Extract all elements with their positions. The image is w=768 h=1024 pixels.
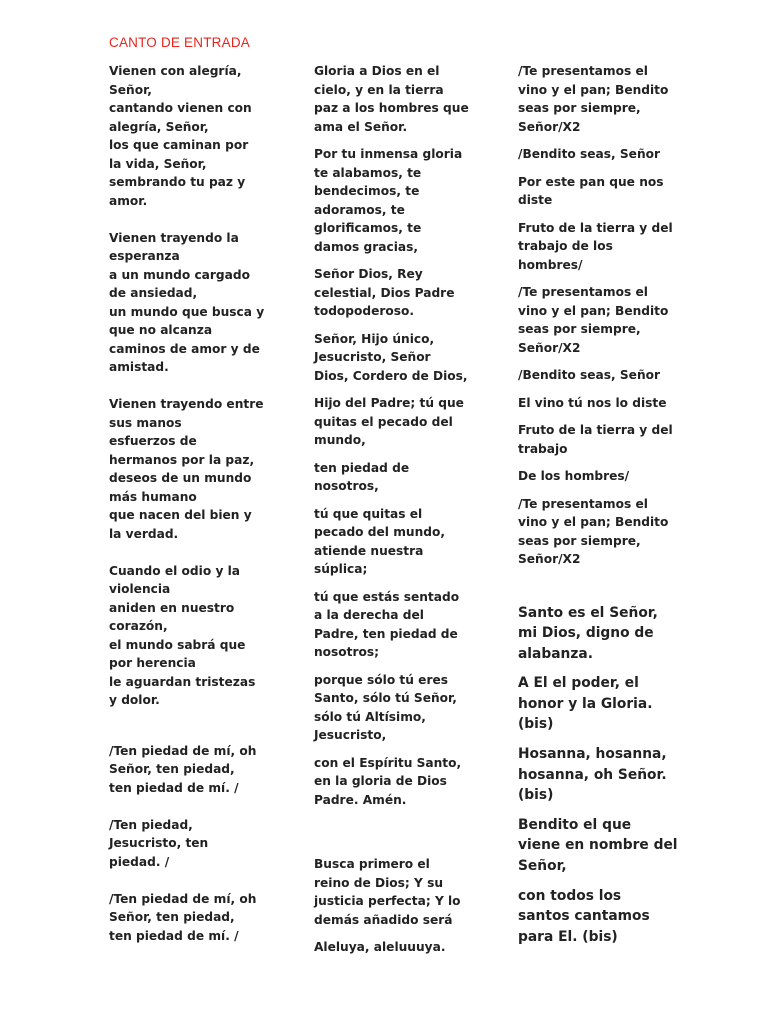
lyric-paragraph: Por este pan que nos diste bbox=[518, 174, 664, 207]
lyric-paragraph: /Ten piedad de mí, oh Señor, ten piedad, ten piedad de mí. / bbox=[109, 743, 257, 795]
lyric-paragraph: De los hombres/ bbox=[518, 469, 630, 483]
lyric-paragraph: Hijo del Padre; tú que quitas el pecado del mundo, bbox=[314, 396, 464, 447]
lyric-paragraph: Vienen con alegría, Señor, cantando vienen con alegría, Señor, los que caminan por la vida, Señor, sembrando tu paz y amor. bbox=[109, 64, 252, 208]
lyric-paragraph: Busca primero el reino de Dios; Y su justicia perfecta; Y lo demás añadido será bbox=[314, 857, 461, 927]
lyric-paragraph: /Te presentamos el vino y el pan; Bendito seas por siempre, Señor/X2 bbox=[518, 496, 669, 566]
lyric-paragraph-large: Hosanna, hosanna, hosanna, oh Señor. (bis) bbox=[518, 746, 667, 804]
lyric-paragraph: Aleluya, aleluuuya. bbox=[314, 940, 446, 954]
lyric-paragraph: porque sólo tú eres Santo, sólo tú Señor, sólo tú Altísimo, Jesucristo, bbox=[314, 672, 457, 742]
lyric-paragraph-large: Bendito el que viene en nombre del Señor, bbox=[518, 816, 678, 875]
lyric-paragraph: /Te presentamos el vino y el pan; Bendito seas por siempre, Señor/X2 bbox=[518, 64, 669, 134]
lyric-paragraph: /Te presentamos el vino y el pan; Bendito seas por siempre, Señor/X2 bbox=[518, 285, 669, 355]
lyric-paragraph: /Bendito seas, Señor bbox=[518, 147, 661, 161]
lyric-paragraph: Cuando el odio y la violencia aniden en nuestro corazón, el mundo sabrá que por herencia le aguardan tristezas y dolor. bbox=[109, 563, 256, 707]
lyric-paragraph: Gloria a Dios en el cielo, y en la tierra paz a los hombres que ama el Señor. bbox=[314, 64, 469, 134]
lyrics-column-3 bbox=[518, 62, 698, 956]
lyric-paragraph: Fruto de la tierra y del trabajo bbox=[518, 423, 673, 456]
lyric-paragraph: Vienen trayendo entre sus manos esfuerzos de hermanos por la paz, deseos de un mundo más humano que nacen del bien y la verdad. bbox=[109, 397, 264, 541]
lyric-paragraph: Por tu inmensa gloria te alabamos, te bendecimos, te adoramos, te glorificamos, te damos gracias, bbox=[314, 147, 463, 254]
lyric-paragraph: tú que quitas el pecado del mundo, atiende nuestra súplica; bbox=[314, 506, 445, 576]
lyric-paragraph: ten piedad de nosotros, bbox=[314, 460, 410, 493]
section-heading: CANTO DE ENTRADA bbox=[109, 35, 250, 50]
lyric-paragraph: /Ten piedad de mí, oh Señor, ten piedad, ten piedad de mí. / bbox=[109, 891, 257, 943]
lyric-paragraph: Fruto de la tierra y del trabajo de los hombres/ bbox=[518, 220, 673, 272]
lyric-paragraph: tú que estás sentado a la derecha del Padre, ten piedad de nosotros; bbox=[314, 589, 460, 659]
lyric-paragraph-large: Santo es el Señor, mi Dios, digno de alabanza. bbox=[518, 604, 658, 662]
lyric-paragraph: Señor, Hijo único, Jesucristo, Señor Dios, Cordero de Dios, bbox=[314, 331, 468, 383]
lyric-paragraph: Señor Dios, Rey celestial, Dios Padre todopoderoso. bbox=[314, 267, 455, 318]
lyrics-column-1 bbox=[109, 62, 284, 964]
lyric-paragraph: con el Espíritu Santo, en la gloria de Dios Padre. Amén. bbox=[314, 755, 462, 807]
lyric-paragraph: Vienen trayendo la esperanza a un mundo cargado de ansiedad, un mundo que busca y que no alcanza caminos de amor y de amistad. bbox=[109, 230, 265, 374]
lyric-paragraph: /Bendito seas, Señor bbox=[518, 368, 661, 382]
lyric-paragraph-large: A El el poder, el honor y la Gloria. (bis) bbox=[518, 675, 653, 733]
lyric-paragraph: /Ten piedad, Jesucristo, ten piedad. / bbox=[109, 817, 209, 869]
lyric-paragraph-large: con todos los santos cantamos para El. (bis) bbox=[518, 887, 650, 945]
lyric-paragraph: El vino tú nos lo diste bbox=[518, 395, 667, 410]
lyrics-column-2 bbox=[314, 62, 494, 966]
